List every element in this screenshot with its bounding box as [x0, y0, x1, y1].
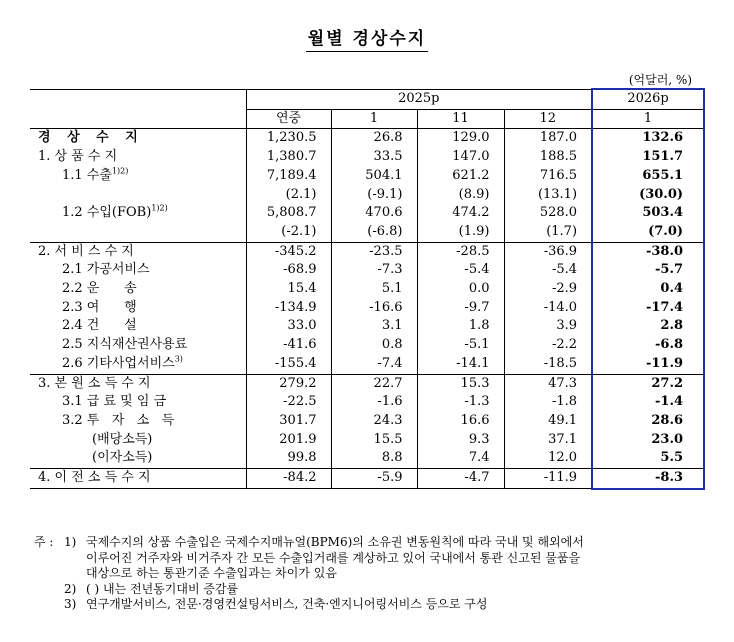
table-cell: -11.9 — [504, 469, 592, 489]
footnote-item — [34, 582, 714, 598]
table-cell: 504.1 — [331, 167, 417, 186]
row-label — [30, 374, 246, 393]
table-row — [30, 374, 704, 393]
table-cell: 7,189.4 — [246, 167, 331, 186]
table-row — [30, 280, 704, 299]
footnote-number: 3) — [64, 597, 77, 611]
table-cell: -1.3 — [417, 393, 504, 412]
table-row — [30, 129, 704, 148]
table-cell: 2.8 — [592, 317, 704, 336]
table-cell: (2.1) — [246, 186, 331, 205]
table-cell: 470.6 — [331, 204, 417, 223]
table-row — [30, 167, 704, 186]
footnote-ref: 1)2) — [151, 203, 168, 213]
table-cell: -1.4 — [592, 393, 704, 412]
table-cell: (8.9) — [417, 186, 504, 205]
row-label-text: 1. 상 품 수 지 — [38, 149, 118, 165]
table-cell: 279.2 — [246, 374, 331, 393]
table-cell: -2.2 — [504, 336, 592, 355]
table-cell: (-9.1) — [331, 186, 417, 205]
table-cell: 12.0 — [504, 449, 592, 468]
table-cell: 27.2 — [592, 374, 704, 393]
footnote-ref: 1)2) — [111, 166, 129, 176]
table-cell: -14.1 — [417, 355, 504, 374]
table-cell: 0.8 — [331, 336, 417, 355]
table-cell: -38.0 — [592, 242, 704, 261]
table-cell: 0.0 — [417, 280, 504, 299]
table-row — [30, 204, 704, 223]
table-cell: 23.0 — [592, 431, 704, 450]
row-label — [30, 469, 246, 489]
table-row — [30, 317, 704, 336]
table-cell: -5.1 — [417, 336, 504, 355]
col-header-dec-2025: 12 — [504, 109, 592, 129]
col-header-jan-2026: 1 — [592, 109, 704, 129]
table-cell: (-6.8) — [331, 223, 417, 242]
table-cell: 3.9 — [504, 317, 592, 336]
table-cell: 28.6 — [592, 412, 704, 431]
table-cell: 301.7 — [246, 412, 331, 431]
table-cell: -1.6 — [331, 393, 417, 412]
table-cell: (7.0) — [592, 223, 704, 242]
table-cell: 474.2 — [417, 204, 504, 223]
table-cell: 24.3 — [331, 412, 417, 431]
footnote-mark — [34, 582, 64, 598]
table-cell: 33.0 — [246, 317, 331, 336]
row-label — [30, 280, 246, 299]
table-cell: -17.4 — [592, 299, 704, 318]
row-label-text: 3.1 급 료 및 임 금 — [62, 394, 167, 410]
col-header-nov-2025: 11 — [417, 109, 504, 129]
table-cell: 621.2 — [417, 167, 504, 186]
footnote-text: ( ) 내는 전년동기대비 증감률 — [86, 581, 239, 596]
table-cell: -2.9 — [504, 280, 592, 299]
row-label-text: (이자소득) — [92, 450, 153, 466]
table-cell: -9.7 — [417, 299, 504, 318]
table-cell: -4.7 — [417, 469, 504, 489]
footnote-text: 연구개발서비스, 전문·경영컨설팅서비스, 건축·엔지니어링서비스 등으로 구성 — [86, 597, 488, 611]
col-header-annual: 연중 — [246, 109, 331, 129]
row-label-text: 2.6 기타사업서비스 — [62, 355, 175, 371]
table-row — [30, 469, 704, 489]
table-row — [30, 261, 704, 280]
row-label-text: 2.1 가공서비스 — [62, 262, 150, 278]
table-cell: -8.3 — [592, 469, 704, 489]
table-cell: (1.7) — [504, 223, 592, 242]
table-cell: -1.8 — [504, 393, 592, 412]
row-label-text: 2.3 여 행 — [62, 299, 137, 315]
row-label — [30, 223, 246, 242]
table-cell: 8.8 — [331, 449, 417, 468]
table-cell: -5.9 — [331, 469, 417, 489]
table-cell: 7.4 — [417, 449, 504, 468]
table-cell: 503.4 — [592, 204, 704, 223]
table-cell: 187.0 — [504, 129, 592, 148]
table-cell: 15.4 — [246, 280, 331, 299]
table-cell: -7.3 — [331, 261, 417, 280]
table-cell: 5,808.7 — [246, 204, 331, 223]
table-cell: 129.0 — [417, 129, 504, 148]
footnote-item — [34, 535, 714, 582]
footnote-mark — [34, 597, 64, 613]
table-cell: 15.5 — [331, 431, 417, 450]
row-label — [30, 186, 246, 205]
table-cell: 5.5 — [592, 449, 704, 468]
row-label-text: 2.5 지식재산권사용료 — [62, 337, 188, 353]
row-label — [30, 355, 246, 374]
table-cell: 1,230.5 — [246, 129, 331, 148]
row-label-text: 2. 서 비 스 수 지 — [38, 243, 134, 259]
table-cell: -18.5 — [504, 355, 592, 374]
row-label-text: 경 상 수 지 — [38, 130, 144, 146]
page-title: 월별 경상수지 — [0, 24, 734, 49]
footnote-item — [34, 597, 714, 613]
row-label-text: 1.2 수입(FOB) — [62, 205, 152, 221]
table-cell: 16.6 — [417, 412, 504, 431]
row-label-text: (배당소득) — [92, 431, 153, 447]
table-row — [30, 431, 704, 450]
table-cell: 99.8 — [246, 449, 331, 468]
table-cell: 47.3 — [504, 374, 592, 393]
table-cell: 26.8 — [331, 129, 417, 148]
table-cell: -7.4 — [331, 355, 417, 374]
table-cell: -28.5 — [417, 242, 504, 261]
row-label — [30, 412, 246, 431]
row-label — [30, 129, 246, 148]
table-cell: -134.9 — [246, 299, 331, 318]
table-cell: 188.5 — [504, 148, 592, 167]
table-cell: 3.1 — [331, 317, 417, 336]
table-cell: 15.3 — [417, 374, 504, 393]
footnote-number: 2) — [64, 581, 77, 596]
table-cell: 201.9 — [246, 431, 331, 450]
table-cell: -345.2 — [246, 242, 331, 261]
row-label-text: 2.2 운 송 — [62, 281, 137, 297]
table-cell: 1,380.7 — [246, 148, 331, 167]
table-cell: -5.7 — [592, 261, 704, 280]
row-label-text: 4. 이 전 소 득 수 지 — [38, 470, 151, 486]
row-label — [30, 148, 246, 167]
footnote-ref: 3) — [174, 354, 183, 364]
table-cell: -6.8 — [592, 336, 704, 355]
table-cell: -14.0 — [504, 299, 592, 318]
row-label — [30, 449, 246, 468]
table-cell: 33.5 — [331, 148, 417, 167]
table-cell: 49.1 — [504, 412, 592, 431]
row-label-text: 1.1 수출 — [62, 167, 112, 183]
table-cell: (30.0) — [592, 186, 704, 205]
table-cell: -84.2 — [246, 469, 331, 489]
year-2025-header: 2025p — [246, 89, 592, 109]
footnote-mark: 주 : — [34, 535, 54, 549]
table-cell: -155.4 — [246, 355, 331, 374]
table-row — [30, 355, 704, 374]
table-cell: -22.5 — [246, 393, 331, 412]
table-cell: -16.6 — [331, 299, 417, 318]
table-cell: -5.4 — [417, 261, 504, 280]
table-cell: 37.1 — [504, 431, 592, 450]
row-label-text: 2.4 건 설 — [62, 318, 137, 334]
row-label — [30, 242, 246, 261]
table-cell: -36.9 — [504, 242, 592, 261]
table-cell: -68.9 — [246, 261, 331, 280]
table-row — [30, 336, 704, 355]
table-cell: 147.0 — [417, 148, 504, 167]
table-row — [30, 299, 704, 318]
table-cell: 0.4 — [592, 280, 704, 299]
row-label-text: 3.2 투 자 소 득 — [62, 412, 175, 428]
table-cell: 132.6 — [592, 129, 704, 148]
unit-label: (억달러, %) — [628, 73, 692, 87]
table-row — [30, 186, 704, 205]
table-cell: (13.1) — [504, 186, 592, 205]
table-cell: 655.1 — [592, 167, 704, 186]
row-label — [30, 317, 246, 336]
table-cell: (1.9) — [417, 223, 504, 242]
table-row — [30, 242, 704, 261]
header-row-months — [30, 109, 704, 129]
table-cell: -41.6 — [246, 336, 331, 355]
col-header-jan-2025: 1 — [331, 109, 417, 129]
table-cell: -5.4 — [504, 261, 592, 280]
year-2026-header: 2026p — [592, 89, 704, 109]
table-cell: 9.3 — [417, 431, 504, 450]
row-label — [30, 393, 246, 412]
table-cell: -23.5 — [331, 242, 417, 261]
row-label — [30, 204, 246, 223]
row-label — [30, 167, 246, 186]
current-account-table — [30, 88, 705, 490]
row-label — [30, 261, 246, 280]
table-cell: 151.7 — [592, 148, 704, 167]
row-label — [30, 431, 246, 450]
row-label — [30, 336, 246, 355]
table-cell: 528.0 — [504, 204, 592, 223]
table-row — [30, 412, 704, 431]
header-row-years — [30, 89, 704, 109]
table-cell: 5.1 — [331, 280, 417, 299]
table-row — [30, 223, 704, 242]
row-label-text: 3. 본 원 소 득 수 지 — [38, 375, 151, 391]
footnote-number: 1) — [64, 535, 77, 549]
footnotes — [34, 535, 714, 613]
table-cell: (-2.1) — [246, 223, 331, 242]
table-row — [30, 148, 704, 167]
footnote-text: 국제수지의 상품 수출입은 국제수지매뉴얼(BPM6)의 소유권 변동원칙에 따라 국내 및 해외에서 이루어진 거주자와 비거주자 간 모든 수출입거래를 계상하고 있어 국내에서 통관 신고된 물품을 대상으로 하는 통관기준 수출입과는 차이가 있음 — [86, 535, 584, 580]
table-cell: 22.7 — [331, 374, 417, 393]
table-cell: 1.8 — [417, 317, 504, 336]
table-row — [30, 393, 704, 412]
row-label — [30, 299, 246, 318]
table-row — [30, 449, 704, 468]
table-cell: -11.9 — [592, 355, 704, 374]
table-cell: 716.5 — [504, 167, 592, 186]
